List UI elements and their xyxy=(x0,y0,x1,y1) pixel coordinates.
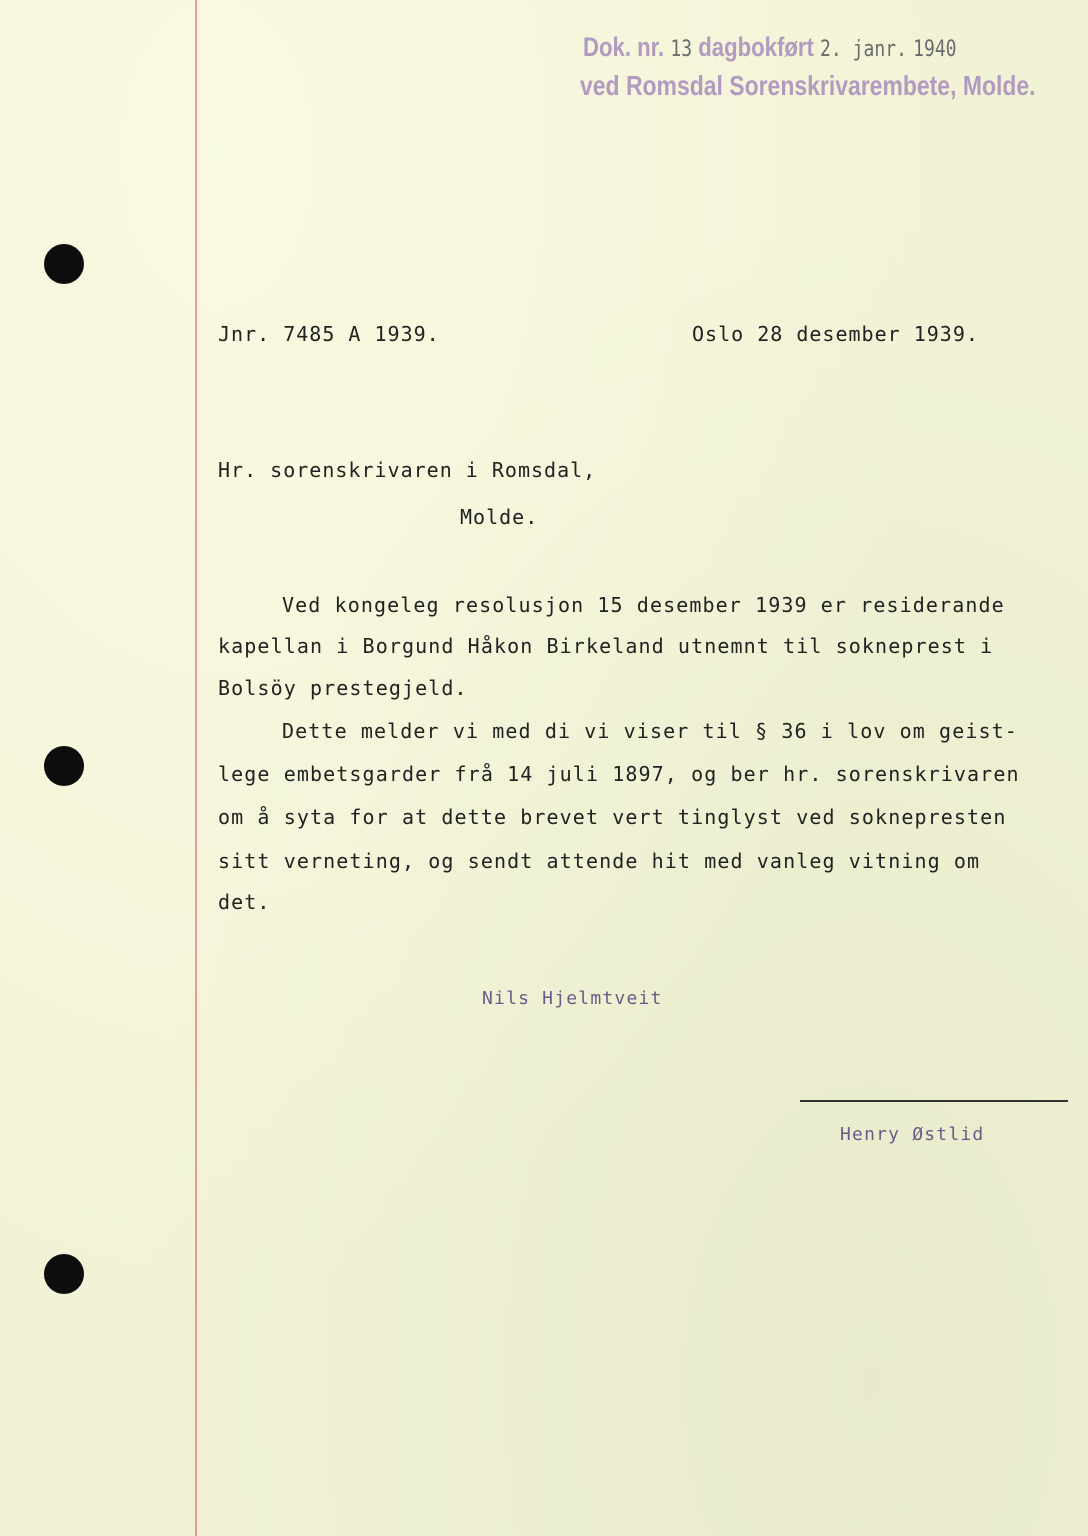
stamp-year: 1940 xyxy=(913,37,957,62)
place-date: Oslo 28 desember 1939. xyxy=(692,322,979,346)
address-line1: Hr. sorenskrivaren i Romsdal, xyxy=(218,458,597,482)
signature-rule xyxy=(800,1100,1068,1102)
stamp-prefix: Dok. nr. xyxy=(583,32,665,62)
body-line: det. xyxy=(218,890,271,914)
body-line: sitt verneting, og sendt attende hit med vanleg vitning om xyxy=(218,849,981,873)
stamp-date: 2. janr. xyxy=(820,37,907,62)
registry-stamp-line1 xyxy=(583,32,957,63)
body-line: Bolsöy prestegjeld. xyxy=(218,676,468,700)
registry-stamp-line2: ved Romsdal Sorenskrivarembete, Molde. xyxy=(580,70,1036,101)
body-line: om å syta for at dette brevet vert tinglyst ved soknepresten xyxy=(218,805,1007,829)
journal-number: Jnr. 7485 A 1939. xyxy=(218,322,440,346)
margin-rule xyxy=(195,0,197,1536)
body-line: lege embetsgarder frå 14 juli 1897, og ber hr. sorenskrivaren xyxy=(218,762,1020,786)
punch-hole-top xyxy=(44,244,84,284)
address-line2: Molde. xyxy=(460,505,539,529)
signature-second: Henry Østlid xyxy=(840,1124,985,1145)
signature-first: Nils Hjelmtveit xyxy=(482,988,663,1009)
punch-hole-bottom xyxy=(44,1254,84,1294)
stamp-doc-number: 13 xyxy=(670,37,693,62)
stamp-middle: dagbokført xyxy=(698,32,814,62)
body-line: Ved kongeleg resolusjon 15 desember 1939 er residerande xyxy=(282,593,1005,617)
body-line: Dette melder vi med di vi viser til § 36 i lov om geist- xyxy=(282,719,1018,743)
punch-hole-middle xyxy=(44,746,84,786)
body-line: kapellan i Borgund Håkon Birkeland utnemnt til sokneprest i xyxy=(218,634,994,658)
